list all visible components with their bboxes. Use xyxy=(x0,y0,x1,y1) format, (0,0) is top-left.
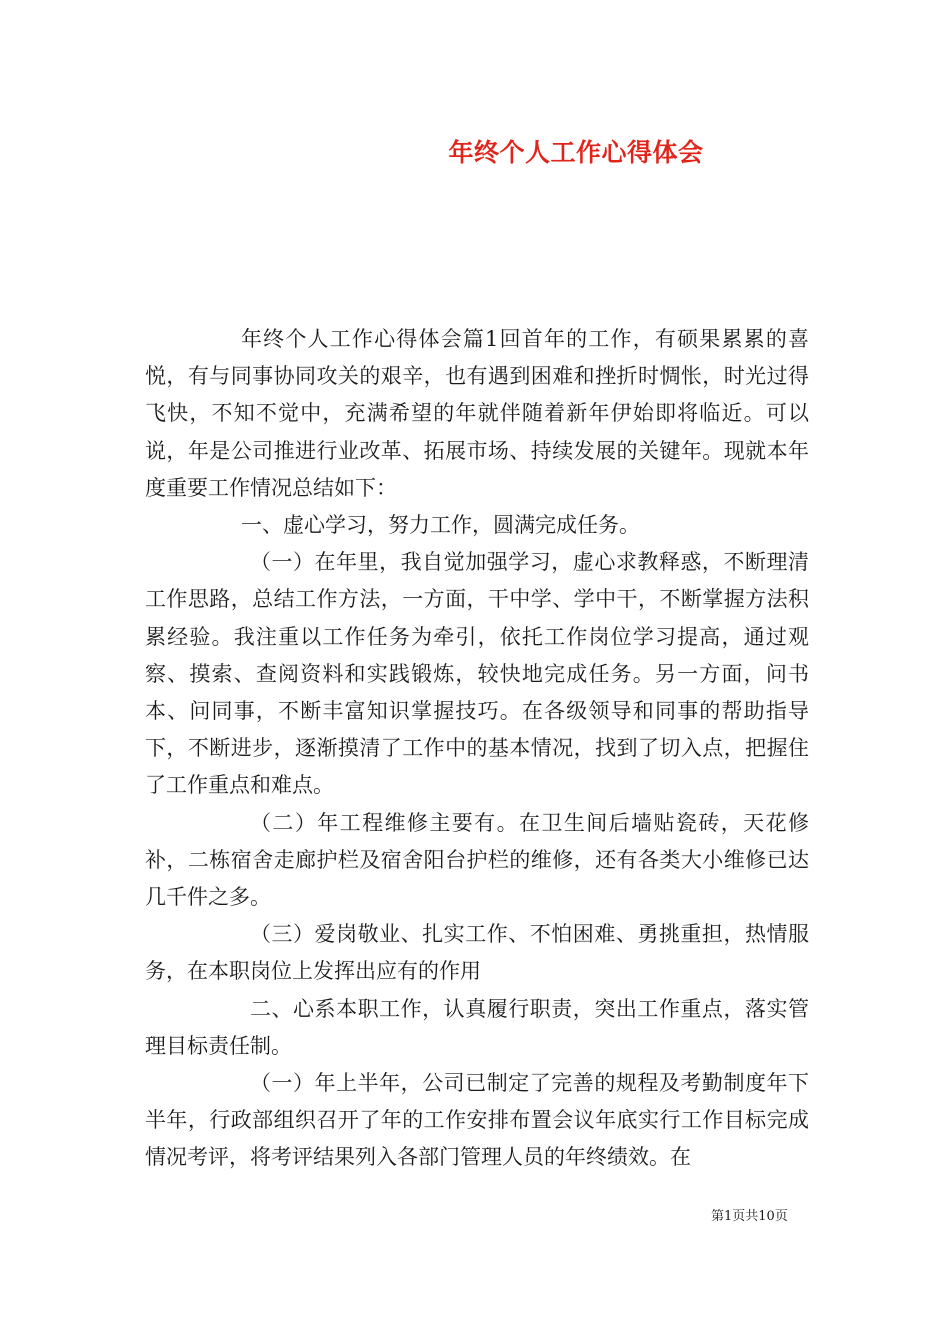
section-heading-2: 二、心系本职工作，认真履行职责，突出工作重点，落实管理目标责任制。 xyxy=(145,996,809,1058)
paragraph-intro: 年终个人工作心得体会篇1回首年的工作，有硕果累累的喜悦，有与同事协同攻关的艰辛，也有遇到困难和挫折时惆怅，时光过得飞快，不知不觉中，充满希望的年就伴随着新年伊始即将临近。可以说，年是公司推进行业改革、拓展市场、持续发展的关键年。现就本年度重要工作情况总结如下： xyxy=(145,327,809,500)
page-title: 年终个人工作心得体会 xyxy=(448,138,704,167)
paragraph-1-3: （三）爱岗敬业、扎实工作、不怕困难、勇挑重担，热情服务，在本职岗位上发挥出应有的作用 xyxy=(145,922,809,984)
paragraph-2-1: （一）年上半年，公司已制定了完善的规程及考勤制度年下半年，行政部组织召开了年的工作安排布置会议年底实行工作目标完成情况考评，将考评结果列入各部门管理人员的年终绩效。在 xyxy=(145,1071,809,1170)
paragraph-1-1: （一）在年里，我自觉加强学习，虚心求教释惑，不断理清工作思路，总结工作方法，一方面，干中学、学中干，不断掌握方法积累经验。我注重以工作任务为牵引，依托工作岗位学习提高，通过观察、摸索、查阅资料和实践锻炼，较快地完成任务。另一方面，问书本、问同事，不断丰富知识掌握技巧。在各级领导和同事的帮助指导下，不断进步，逐渐摸清了工作中的基本情况，找到了切入点，把握住了工作重点和难点。 xyxy=(145,550,809,798)
paragraph-1-2: （二）年工程维修主要有。在卫生间后墙贴瓷砖，天花修补，二栋宿舍走廊护栏及宿舍阳台护栏的维修，还有各类大小维修已达几千件之多。 xyxy=(145,810,809,910)
document-body xyxy=(145,321,809,1177)
section-heading-1: 一、虚心学习，努力工作，圆满完成任务。 xyxy=(241,513,640,538)
page-number-footer: 第1页共10页 xyxy=(711,1209,788,1224)
